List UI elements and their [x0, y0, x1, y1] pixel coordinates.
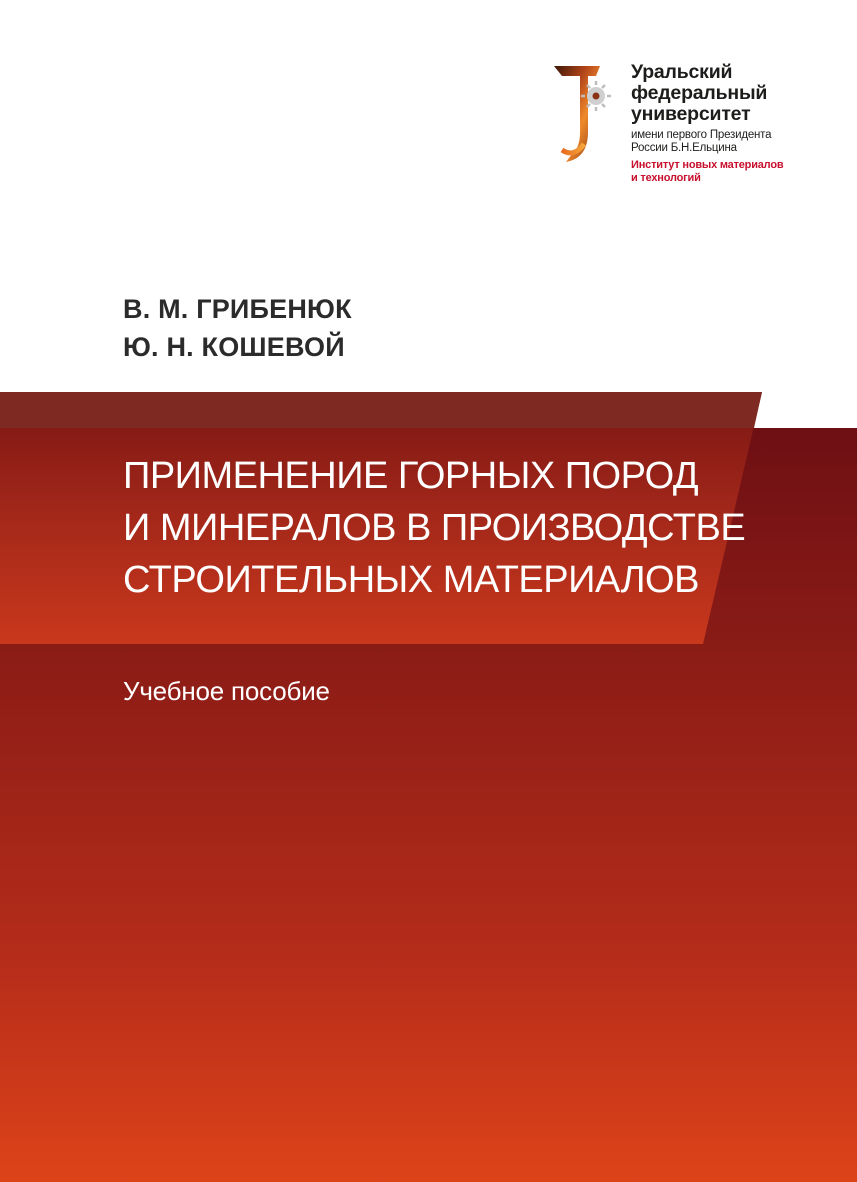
university-name-line: Уральский: [631, 61, 733, 83]
university-name-line: университет: [631, 103, 751, 125]
institute-line: Институт новых материалов: [631, 159, 784, 171]
institute-line: и технологий: [631, 171, 701, 184]
university-logo-icon: [552, 62, 612, 166]
dedication-line: имени первого Президента: [631, 129, 772, 141]
author-name: В. М. ГРИБЕНЮК: [123, 294, 352, 324]
university-name: [631, 62, 831, 125]
title-line: СТРОИТЕЛЬНЫХ МАТЕРИАЛОВ: [123, 559, 699, 601]
title-line: ПРИМЕНЕНИЕ ГОРНЫХ ПОРОД: [123, 455, 699, 497]
dedication-line: России Б.Н.Ельцина: [631, 142, 737, 154]
authors: [123, 290, 352, 366]
institute-name: [631, 159, 831, 184]
book-title: [123, 450, 763, 606]
university-name-line: федеральный: [631, 82, 768, 104]
university-caption: [631, 62, 831, 184]
title-line: И МИНЕРАЛОВ В ПРОИЗВОДСТВЕ: [123, 507, 746, 549]
university-dedication: [631, 129, 831, 155]
author-name: Ю. Н. КОШЕВОЙ: [123, 332, 345, 362]
book-type: Учебное пособие: [123, 676, 330, 706]
